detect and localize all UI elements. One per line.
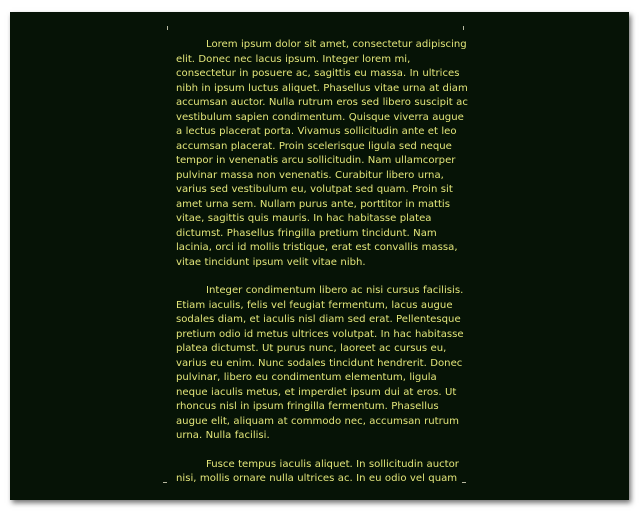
paragraph-3: Fusce tempus iaculis aliquet. In sollicitudin auctor nisi, mollis ornare nulla ultrices ac. In eu odio vel quam [176, 458, 459, 484]
corner-mark-top-right [463, 26, 464, 30]
corner-mark-top-left [167, 26, 168, 30]
paragraph-2: Integer condimentum libero ac nisi cursus facilisis. Etiam iaculis, felis vel feugiat fermentum, lacus augue sodales diam, et iaculis nisl diam sed erat. Pellentesque pretium odio id metus ultrices volutpat. In hac habitasse platea dictumst. Ut purus nunc, laoreet ac cursus eu, varius eu enim. Nunc sodales tincidunt hendrerit. Donec pulvinar, libero eu condimentum elementum, ligula neque iaculis metus, et imperdiet ipsum dui at eros. Ut rhoncus nisl in ipsum fringilla fermentum. Phasellus augue elit, aliquam at commodo nec, accumsan rutrum urna. Nulla facilisi. [176, 285, 464, 441]
paragraph-1: Lorem ipsum dolor sit amet, consectetur adipiscing elit. Donec nec lacus ipsum. Integer lorem mi, consectetur in posuere ac, sagittis eu massa. In ultrices nibh in ipsum luctus aliquet. Phasellus vitae urna at diam accumsan auctor. Nulla rutrum eros sed libero suscipit ac vestibulum sapien condimentum. Quisque viverra augue a lectus placerat porta. Vivamus sollicitudin ante et leo accumsan placerat. Proin scelerisque ligula sed neque tempor in venenatis arcu sollicitudin. Nam ullamcorper pulvinar massa non venenatis. Curabitur libero urna, varius sed vestibulum eu, volutpat sed quam. Proin sit amet urna sem. Nullam purus ante, porttitor in mattis vitae, sagittis quis mauris. In hac habitasse platea dictumst. Phasellus fringilla pretium tincidunt. Nam lacinia, orci id mollis tristique, erat est convallis massa, vitae tincidunt ipsum velit vitae nibh. [176, 39, 468, 268]
document-page [176, 38, 468, 484]
document-viewer [10, 12, 629, 500]
corner-mark-bottom-left [163, 482, 167, 483]
